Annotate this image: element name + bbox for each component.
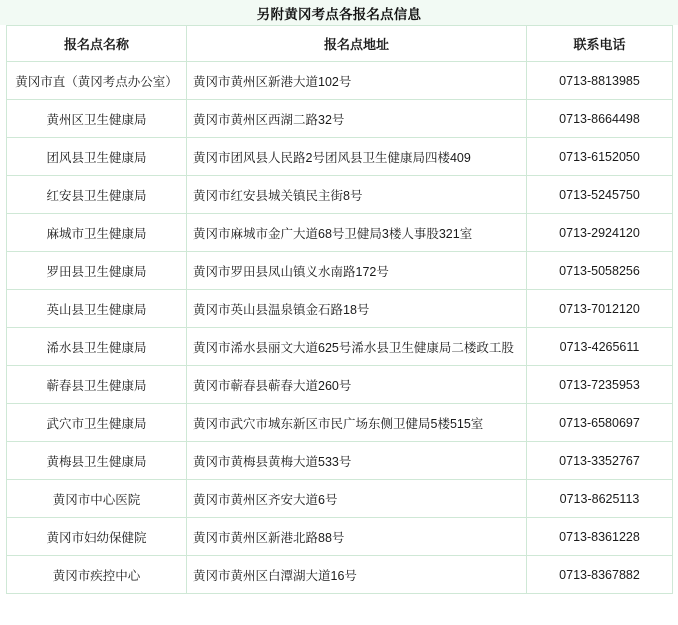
cell-site-name: 团风县卫生健康局 [7, 138, 187, 176]
cell-contact-phone: 0713-8367882 [527, 556, 673, 594]
table-container [0, 25, 678, 625]
cell-contact-phone: 0713-7012120 [527, 290, 673, 328]
cell-contact-phone: 0713-8813985 [527, 62, 673, 100]
cell-contact-phone: 0713-3352767 [527, 442, 673, 480]
cell-site-address: 黄冈市英山县温泉镇金石路18号 [187, 290, 527, 328]
cell-contact-phone: 0713-8625113 [527, 480, 673, 518]
table-row [7, 518, 673, 556]
table-row [7, 480, 673, 518]
column-header-site-address: 报名点地址 [187, 26, 527, 62]
cell-site-address: 黄冈市黄梅县黄梅大道533号 [187, 442, 527, 480]
cell-site-address: 黄冈市罗田县凤山镇义水南路172号 [187, 252, 527, 290]
table-row [7, 100, 673, 138]
cell-site-name: 黄冈市疾控中心 [7, 556, 187, 594]
cell-site-name: 罗田县卫生健康局 [7, 252, 187, 290]
cell-site-address: 黄冈市浠水县丽文大道625号浠水县卫生健康局二楼政工股 [187, 328, 527, 366]
table-row [7, 138, 673, 176]
table-body [7, 62, 673, 594]
cell-site-name: 蕲春县卫生健康局 [7, 366, 187, 404]
cell-site-address: 黄冈市黄州区齐安大道6号 [187, 480, 527, 518]
page-title: 另附黄冈考点各报名点信息 [256, 6, 422, 22]
table-row [7, 328, 673, 366]
cell-site-name: 红安县卫生健康局 [7, 176, 187, 214]
cell-contact-phone: 0713-8664498 [527, 100, 673, 138]
cell-contact-phone: 0713-6152050 [527, 138, 673, 176]
table-row [7, 176, 673, 214]
table-row [7, 252, 673, 290]
cell-site-address: 黄冈市武穴市城东新区市民广场东侧卫健局5楼515室 [187, 404, 527, 442]
table-row [7, 290, 673, 328]
column-header-contact-phone: 联系电话 [527, 26, 673, 62]
cell-site-name: 黄冈市直（黄冈考点办公室） [7, 62, 187, 100]
table-row [7, 366, 673, 404]
cell-site-address: 黄冈市黄州区西湖二路32号 [187, 100, 527, 138]
cell-site-name: 黄梅县卫生健康局 [7, 442, 187, 480]
cell-site-address: 黄冈市蕲春县蕲春大道260号 [187, 366, 527, 404]
cell-site-address: 黄冈市黄州区白潭湖大道16号 [187, 556, 527, 594]
cell-site-address: 黄冈市黄州区新港大道102号 [187, 62, 527, 100]
cell-site-name: 英山县卫生健康局 [7, 290, 187, 328]
cell-site-name: 黄州区卫生健康局 [7, 100, 187, 138]
cell-contact-phone: 0713-5245750 [527, 176, 673, 214]
table-row [7, 442, 673, 480]
page-title-bar [0, 0, 678, 25]
cell-contact-phone: 0713-8361228 [527, 518, 673, 556]
table-row [7, 404, 673, 442]
table-header-row [7, 26, 673, 62]
cell-contact-phone: 0713-5058256 [527, 252, 673, 290]
cell-site-address: 黄冈市黄州区新港北路88号 [187, 518, 527, 556]
cell-site-name: 黄冈市妇幼保健院 [7, 518, 187, 556]
table-header [7, 26, 673, 62]
cell-site-address: 黄冈市团风县人民路2号团风县卫生健康局四楼409 [187, 138, 527, 176]
cell-site-address: 黄冈市麻城市金广大道68号卫健局3楼人事股321室 [187, 214, 527, 252]
cell-contact-phone: 0713-4265611 [527, 328, 673, 366]
cell-contact-phone: 0713-6580697 [527, 404, 673, 442]
table-row [7, 214, 673, 252]
cell-contact-phone: 0713-7235953 [527, 366, 673, 404]
exam-site-info-table [6, 25, 673, 594]
cell-contact-phone: 0713-2924120 [527, 214, 673, 252]
table-row [7, 62, 673, 100]
cell-site-name: 武穴市卫生健康局 [7, 404, 187, 442]
cell-site-name: 浠水县卫生健康局 [7, 328, 187, 366]
cell-site-address: 黄冈市红安县城关镇民主街8号 [187, 176, 527, 214]
cell-site-name: 麻城市卫生健康局 [7, 214, 187, 252]
column-header-site-name: 报名点名称 [7, 26, 187, 62]
table-row [7, 556, 673, 594]
cell-site-name: 黄冈市中心医院 [7, 480, 187, 518]
